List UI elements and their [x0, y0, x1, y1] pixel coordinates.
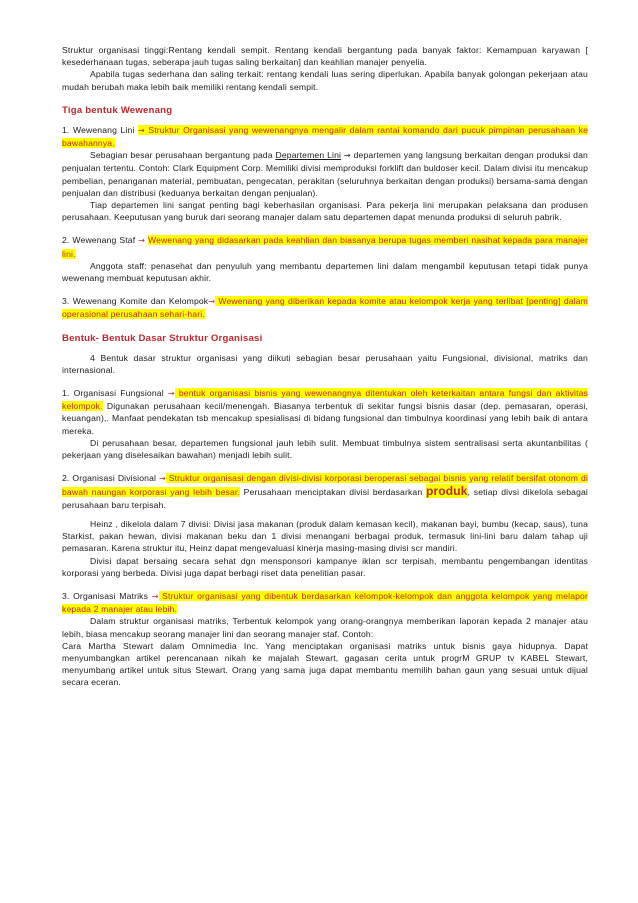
- organisasi-divisional-highlight-text-2: bersifat otonom di bawah naungan korporasi yang lebih besar.: [62, 473, 588, 498]
- heading-tiga-bentuk-wewenang: Tiga bentuk Wewenang: [62, 104, 173, 116]
- arrow-right-icon: →: [138, 236, 146, 246]
- organisasi-divisional-highlight-text: Struktur organisasi dengan divisi-divisi korporasi beroperasi sebagai bisnis yang relatif: [165, 473, 514, 484]
- organisasi-matriks-definition: [62, 590, 588, 615]
- wewenang-staf-highlight-text: Wewenang yang didasarkan pada keahlian dan biasanya berupa tugas memberi nasihat: [148, 235, 501, 246]
- bentuk-dasar-intro: 4 Bentuk dasar struktur organisasi yang diikuti sebagian besar perusahaan yaitu Fungsional, divisional, matriks dan internasional.: [62, 352, 588, 375]
- organisasi-fungsional-highlight-text: bentuk organisasi bisnis yang wewenangnya ditentukan oleh keterkaitan antara fungsi: [174, 388, 533, 399]
- heading-bentuk-dasar-struktur: Bentuk- Bentuk Dasar Struktur Organisasi: [62, 332, 263, 344]
- organisasi-matriks-body: Dalam struktur organisasi matriks, Terbentuk kelompok yang orang-orangnya memberikan laporan kepada 2 manajer atau lebih, biasa mencakup seorang manajer lini dan seorang manajer staf. Contoh:: [62, 616, 588, 639]
- organisasi-matriks-highlight-text: Struktur organisasi yang dibentuk berdasarkan kelompok-kelompok dan anggota kelompok: [158, 590, 530, 601]
- organisasi-matriks-highlight-text-2: yang melapor kepada 2 manajer atau lebih.: [62, 590, 588, 615]
- wewenang-komite-highlight-text: Wewenang yang diberikan kepada komite atau kelompok kerja yang terlibat: [215, 296, 524, 307]
- wewenang-lini-label: 1. Wewenang Lini: [62, 124, 138, 135]
- wewenang-komite-definition: [62, 295, 588, 320]
- wewenang-lini-body-text-2: departemen yang langsung berkaitan dengan produksi dan penjualan tertentu. Contoh: Clark Equipment Corp. Memiliki divisi memproduksi forklift dan buldoser kecil. Dalam divisi itu mencakup pembelian, penanganan material, pembuatan, pengecatan, perakitan (seluruhnya berkaitan dengan produksi) bersama-sama dengan penjualan dan distribusi (keduanya berkaitan dengan penjualan).: [62, 150, 588, 198]
- organisasi-divisional-definition: [62, 472, 588, 511]
- divisi-bersaing-paragraph: Divisi dapat bersaing secara sehat dgn mensponsori kampanye iklan scr terpisah, membantu pengembangan identitas korporasi yang berbeda. Divisi juga dapat berbagi riset data penelitian pasar.: [62, 555, 588, 578]
- arrow-right-icon: →: [343, 151, 351, 161]
- wewenang-staf-body: Anggota staff: penasehat dan penyuluh yang membantu departemen lini dalam mengambil keputusan tetapi tidak punya wewenang membuat keputusan akhir.: [62, 260, 588, 284]
- organisasi-fungsional-highlight-text-2: dan aktivitas kelompok.: [62, 388, 588, 412]
- arrow-right-icon: →: [137, 125, 145, 135]
- organisasi-fungsional-definition: [62, 387, 588, 437]
- organisasi-divisional-body-2: , setiap divsi dikelola sebagai perusahaan baru terpisah.: [62, 487, 588, 510]
- wewenang-lini-highlight-text: Struktur Organisasi yang wewenangnya mengalir dalam rantai komando dari pucuk pimpinan: [144, 124, 525, 135]
- organisasi-matriks-label: 3. Organisasi Matriks: [62, 590, 152, 601]
- document-body: [62, 44, 588, 689]
- organisasi-fungsional-body-2: Di perusahaan besar, departemen fungsional jauh lebih sulit. Membuat timbulnya sistem sentralisasi serta akuntanbilitas ( pekerjaan yang diselesaikan bawahan) menjadi lebih sulit.: [62, 437, 588, 461]
- produk-emphasis: produk: [425, 484, 468, 499]
- wewenang-lini-body-2: Tiap departemen lini sangat penting bagi keberhasilan organisasi. Para pekerja lini merupakan pelaksana dan produsen perusahaan. Keeputusan yang buruk dari seorang manajer dalam satu departemen dapat menunda produksi di seluruh pabrik.: [62, 200, 588, 223]
- wewenang-staf-label: 2. Wewenang Staf: [62, 235, 139, 246]
- organisasi-divisional-label: 2. Organisasi Divisional: [62, 473, 159, 484]
- organisasi-divisional-body: Perusahaan menciptakan divisi berdasarkan: [240, 487, 423, 498]
- wewenang-lini-body-text: Sebagian besar perusahaan bergantung pada: [90, 150, 276, 161]
- organisasi-fungsional-body: Digunakan perusahaan kecil/menengah. Biasanya terbentuk di sekitar fungsi bisnis dasar (dep. pemasaran, operasi, keuangan),. Manfaat pendekatan tsb mencakup spesialisasi di bidang fungsional dan timbulnya koordinasi yang lebih baik di antara mereka.: [62, 401, 588, 436]
- arrow-right-icon: →: [208, 297, 216, 307]
- wewenang-staf-definition: [62, 234, 588, 259]
- wewenang-staf-highlight-text-2: kepada para manajer lini.: [62, 235, 588, 259]
- martha-stewart-example: Cara Martha Stewart dalam Omnimedia Inc. Yang menciptakan organisasi matriks untuk bisnis gaya hidupnya. Dapat menyumbangkan artikel perencanaan nikah ke majalah Stewart, gagasan cerita untuk progrM GRUP tv KABEL Stewart, menyumbang artikel untuk situs Stewart. Orang yang sama juga dapat membantu memilih bahan gaun yang sesuai untuk dijual secara eceran.: [62, 640, 588, 688]
- wewenang-komite-label: 3. Wewenang Komite dan Kelompok: [62, 296, 209, 307]
- intro-paragraph-2: Apabila tugas sederhana dan saling terkait: rentang kendali luas sering diperlukan. Apabila banyak golongan pekerjaan atau mudah berubah maka lebih baik memiliki rentang kendali sempit.: [62, 69, 588, 92]
- organisasi-fungsional-label: 1. Organisasi Fungsional: [62, 388, 168, 399]
- departemen-lini-term: Departemen Lini: [275, 150, 342, 161]
- wewenang-lini-highlight-text-2: perusahaan ke bawahannya.: [62, 124, 588, 149]
- intro-paragraph: Struktur organisasi tinggi:Rentang kendali sempit. Rentang kendali bergantung pada banyak faktor: Kemampuan karyawan [ kesederhanaan tugas, seberapa jauh tugas saling berkaitan] dan keahlian manajer penyelia.: [62, 45, 588, 68]
- heinz-example: Heinz , dikelola dalam 7 divisi: Divisi jasa makanan (produk dalam kemasan kecil), makanan bayi, bumbu (kecap, saus), tuna Starkist, pakan hewan, divisi makanan beku dan 1 divisi menangani berbagai produk, termasuk lini-lini baru dalam tahap uji pemasaran. Karena struktur itu, Heinz dapat mengevaluasi kinerja masing-masing divisi scr mandiri.: [62, 518, 588, 554]
- arrow-right-icon: →: [167, 389, 175, 399]
- wewenang-lini-body: [62, 149, 588, 199]
- arrow-right-icon: →: [151, 591, 159, 601]
- wewenang-komite-highlight-text-2: [penting] dalam operasional perusahaan sehari-hari.: [62, 296, 588, 320]
- wewenang-lini-definition: [62, 124, 588, 149]
- arrow-right-icon: →: [158, 474, 166, 484]
- wewenang-lini-highlight: [62, 125, 588, 148]
